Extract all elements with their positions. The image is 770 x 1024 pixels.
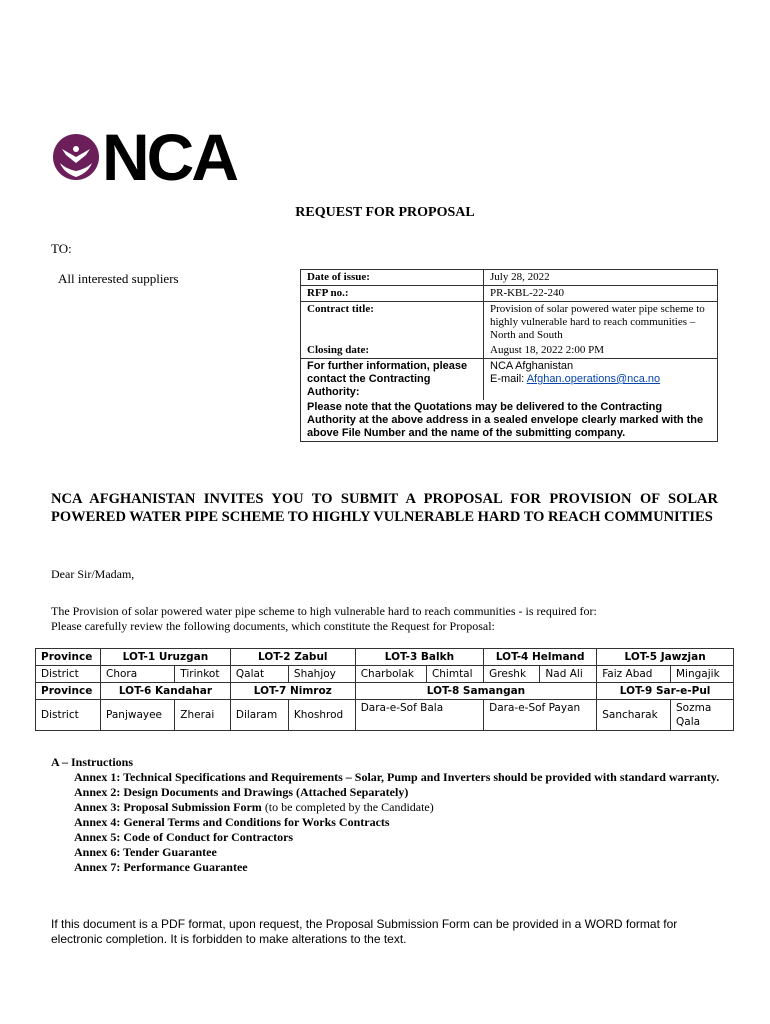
annex-item: Annex 2: Design Documents and Drawings (Attached Separately) bbox=[74, 785, 409, 799]
district-cell: Zherai bbox=[175, 700, 231, 731]
table-row bbox=[36, 683, 734, 700]
table-row bbox=[301, 270, 718, 286]
district-cell: Dilaram bbox=[230, 700, 288, 731]
table-row bbox=[301, 359, 718, 401]
intro-text bbox=[51, 604, 597, 634]
instructions-heading: A – Instructions bbox=[51, 755, 134, 769]
district-cell: Qalat bbox=[230, 666, 288, 683]
email-link[interactable]: Afghan.operations@nca.no bbox=[526, 373, 661, 385]
annex-item: Annex 7: Performance Guarantee bbox=[74, 860, 248, 874]
table-row bbox=[36, 666, 734, 683]
date-value: July 28, 2022 bbox=[484, 270, 718, 286]
district-cell: Dara-e-Sof Payan bbox=[484, 700, 597, 731]
district-cell: Greshk bbox=[484, 666, 540, 683]
lot-cell: LOT-9 Sar-e-Pul bbox=[597, 683, 734, 700]
table-row bbox=[36, 700, 734, 731]
contract-label: Contract title: bbox=[301, 302, 484, 344]
district-cell: Tirinkot bbox=[175, 666, 231, 683]
instructions-list bbox=[51, 755, 721, 875]
rfp-label: RFP no.: bbox=[301, 286, 484, 302]
document-title: REQUEST FOR PROPOSAL bbox=[295, 205, 475, 220]
invitation-heading: NCA AFGHANISTAN INVITES YOU TO SUBMIT A PROPOSAL FOR PROVISION OF SOLAR POWERED WATER PIPE SCHEME TO HIGHLY VULNERABLE HARD TO REACH COMMUNITIES bbox=[51, 491, 718, 525]
to-label: TO: bbox=[51, 241, 72, 256]
footer-note: If this document is a PDF format, upon request, the Proposal Submission Form can be provided in a WORD format for electronic completion. It is forbidden to make alterations to the text. bbox=[51, 917, 678, 946]
recipients: All interested suppliers bbox=[58, 271, 179, 286]
contract-value: Provision of solar powered water pipe scheme to highly vulnerable hard to reach communities – North and South bbox=[484, 302, 718, 344]
district-cell: Chimtal bbox=[426, 666, 483, 683]
lot-cell: LOT-3 Balkh bbox=[355, 649, 483, 666]
logo-text: NCA bbox=[102, 120, 236, 194]
salutation: Dear Sir/Madam, bbox=[51, 567, 135, 581]
contact-email-line bbox=[490, 373, 711, 386]
closing-label: Closing date: bbox=[301, 343, 484, 359]
lot-cell: LOT-6 Kandahar bbox=[101, 683, 231, 700]
annex-3-title: Annex 3: Proposal Submission Form bbox=[74, 800, 262, 814]
district-cell: Panjwayee bbox=[101, 700, 175, 731]
district-cell: Dara-e-Sof Bala bbox=[355, 700, 483, 731]
closing-value: August 18, 2022 2:00 PM bbox=[484, 343, 718, 359]
annex-3-note: (to be completed by the Candidate) bbox=[261, 800, 434, 814]
lot-cell: LOT-2 Zabul bbox=[230, 649, 355, 666]
annex-item: Annex 6: Tender Guarantee bbox=[74, 845, 217, 859]
district-cell: Shahjoy bbox=[288, 666, 355, 683]
district-cell: Nad Ali bbox=[540, 666, 597, 683]
district-cell: Faiz Abad bbox=[597, 666, 671, 683]
district-label: District bbox=[36, 700, 101, 731]
annex-item: Annex 4: General Terms and Conditions for Works Contracts bbox=[74, 815, 390, 829]
rfp-info-table bbox=[300, 269, 718, 442]
district-label: District bbox=[36, 666, 101, 683]
email-label: E-mail: bbox=[490, 373, 527, 385]
province-label: Province bbox=[36, 649, 101, 666]
district-cell: Sancharak bbox=[597, 700, 671, 731]
district-cell: Chora bbox=[101, 666, 175, 683]
dove-hands-icon bbox=[52, 127, 100, 187]
intro-line-1: The Provision of solar powered water pipe scheme to high vulnerable hard to reach communities - is required for: bbox=[51, 604, 597, 618]
lot-cell: LOT-7 Nimroz bbox=[230, 683, 355, 700]
table-row bbox=[36, 649, 734, 666]
lot-cell: LOT-8 Samangan bbox=[355, 683, 597, 700]
table-row bbox=[301, 400, 718, 442]
annex-item: Annex 1: Technical Specifications and Requirements – Solar, Pump and Inverters should be provided with standard warranty. bbox=[74, 770, 720, 784]
district-cell: Charbolak bbox=[355, 666, 426, 683]
date-label: Date of issue: bbox=[301, 270, 484, 286]
rfp-value: PR-KBL-22-240 bbox=[484, 286, 718, 302]
table-row bbox=[301, 302, 718, 344]
province-label: Province bbox=[36, 683, 101, 700]
table-row bbox=[301, 286, 718, 302]
contact-org: NCA Afghanistan bbox=[490, 360, 574, 372]
contact-label: For further information, please contact the Contracting Authority: bbox=[301, 359, 484, 401]
delivery-note: Please note that the Quotations may be delivered to the Contracting Authority at the above address in a sealed envelope clearly marked with the above File Number and the name of the submitting company. bbox=[301, 400, 718, 442]
district-cell: Sozma Qala bbox=[671, 700, 734, 731]
annex-item: Annex 5: Code of Conduct for Contractors bbox=[74, 830, 294, 844]
lot-cell: LOT-4 Helmand bbox=[484, 649, 597, 666]
table-row bbox=[301, 343, 718, 359]
lot-cell: LOT-1 Uruzgan bbox=[101, 649, 231, 666]
district-cell: Khoshrod bbox=[288, 700, 355, 731]
intro-line-2: Please carefully review the following documents, which constitute the Request for Proposal: bbox=[51, 619, 495, 633]
district-cell: Mingajik bbox=[671, 666, 734, 683]
annex-item bbox=[51, 800, 721, 815]
lot-cell: LOT-5 Jawzjan bbox=[597, 649, 734, 666]
lots-table bbox=[35, 648, 734, 731]
nca-logo bbox=[52, 120, 236, 194]
contact-value bbox=[484, 359, 718, 401]
